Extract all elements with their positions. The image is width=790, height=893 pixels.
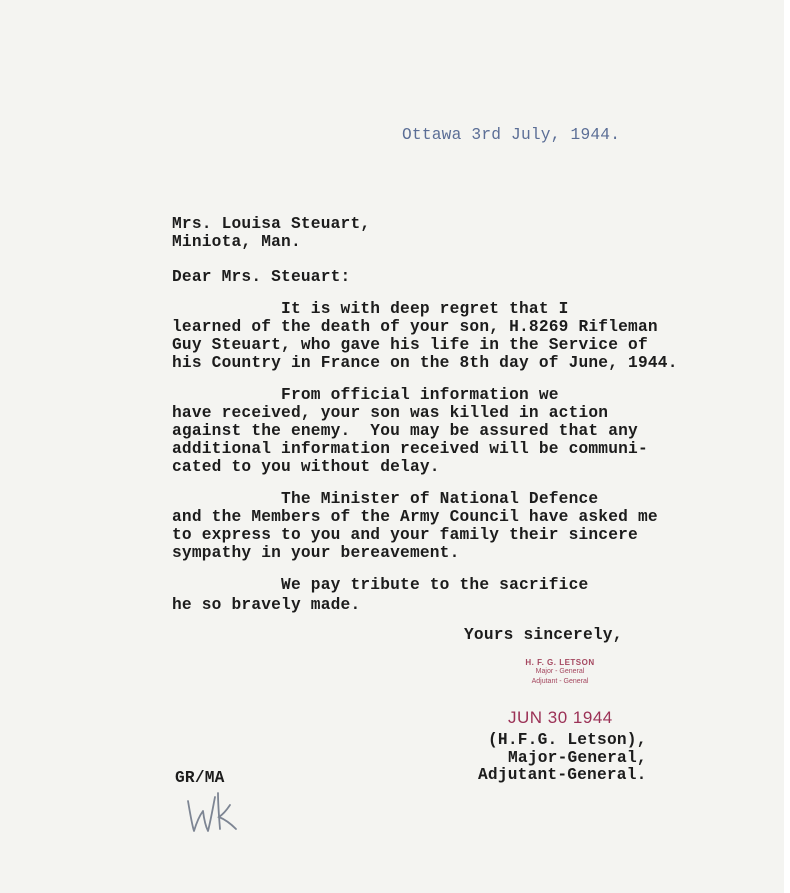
paragraph-2-line-1: From official information we <box>172 386 559 404</box>
paragraph-2-line-5: cated to you without delay. <box>172 458 440 476</box>
name-stamp-line-2: Major - General <box>535 668 585 675</box>
paragraph-4-line-2: he so bravely made. <box>172 596 361 614</box>
paragraph-4-line-1: We pay tribute to the sacrifice <box>172 576 589 594</box>
signature-name: (H.F.G. Letson), <box>488 731 647 749</box>
paragraph-2-line-3: against the enemy. You may be assured that any <box>172 422 638 440</box>
paragraph-3-line-2: and the Members of the Army Council have asked me <box>172 508 658 526</box>
paragraph-1-line-3: Guy Steuart, who gave his life in the Service of <box>172 336 648 354</box>
reference-initials: GR/MA <box>175 769 225 787</box>
salutation: Dear Mrs. Steuart: <box>172 268 351 286</box>
name-stamp <box>514 658 606 687</box>
paragraph-3-line-3: to express to you and your family their sincere <box>172 526 638 544</box>
name-stamp-line-3: Adjutant - General <box>531 678 589 685</box>
paragraph-3-line-1: The Minister of National Defence <box>172 490 599 508</box>
name-stamp-line-1: H. F. G. LETSON <box>525 658 595 667</box>
paragraph-1-line-4: his Country in France on the 8th day of June, 1944. <box>172 354 678 372</box>
recipient-address: Miniota, Man. <box>172 233 301 251</box>
signature-title: Adjutant-General. <box>478 766 647 784</box>
handwritten-initials-mark <box>184 785 244 837</box>
paragraph-1-line-1: It is with deep regret that I <box>172 300 569 318</box>
dateline: Ottawa 3rd July, 1944. <box>402 126 621 144</box>
paragraph-2-line-4: additional information received will be communi- <box>172 440 648 458</box>
closing: Yours sincerely, <box>464 626 623 644</box>
recipient-name: Mrs. Louisa Steuart, <box>172 215 371 233</box>
paragraph-2-line-2: have received, your son was killed in action <box>172 404 609 422</box>
signature-rank: Major-General, <box>508 749 647 767</box>
received-date-stamp: JUN 30 1944 <box>508 708 613 727</box>
paragraph-1-line-2: learned of the death of your son, H.8269 Rifleman <box>172 318 658 336</box>
paragraph-3-line-4: sympathy in your bereavement. <box>172 544 460 562</box>
